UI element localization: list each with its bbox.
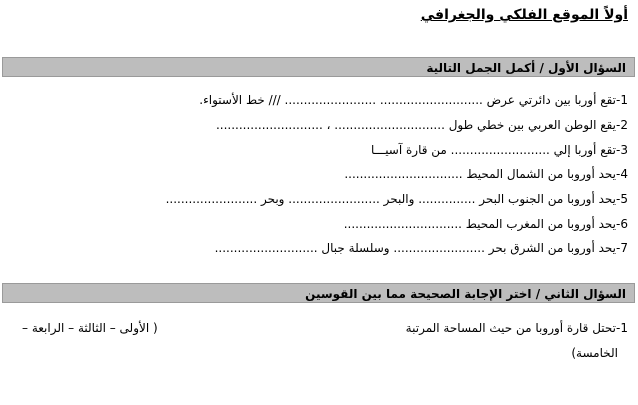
item-text: يحد أوروبا من الجنوب البحر ............... والبحر ........................ وبحر ........................ (165, 192, 617, 206)
item-text: يحد أوروبا من الشرق بحر ........................ وسلسلة جبال ........................... (214, 241, 617, 255)
item-text: تقع أوربا بين دائرتي عرض ........................... ........................ /// خط الأستواء. (199, 93, 617, 107)
item-number: 6- (616, 217, 628, 231)
item-number: 3- (616, 143, 628, 157)
item-number: 1- (616, 321, 628, 335)
item-number: 7- (616, 241, 628, 255)
question-2-header: السؤال الثاني / اختر الإجابة الصحيحة مما بين القوسين (2, 283, 635, 303)
q2-item-1-options-cont: الخامسة) (571, 346, 618, 360)
q1-item-3 (371, 142, 628, 158)
item-text: تقع أوربا إلي .......................... من قارة آسيـــا (370, 143, 617, 157)
item-number: 2- (616, 118, 628, 132)
q2-item-1 (406, 321, 628, 335)
q1-item-2 (216, 117, 628, 133)
q1-item-1 (199, 92, 628, 108)
item-number: 1- (616, 93, 628, 107)
item-number: 5- (616, 192, 628, 206)
q1-item-4 (344, 166, 628, 182)
question-1-header: السؤال الأول / أكمل الجمل التالية (2, 57, 635, 77)
item-number: 4- (616, 167, 628, 181)
item-text: يقع الوطن العربي بين خطي طول ............................. ، ............................ (215, 118, 617, 132)
item-text: يحد أوروبا من المغرب المحيط ............................... (343, 217, 617, 231)
q1-item-6 (344, 216, 628, 232)
item-text: يحد أوروبا من الشمال المحيط ............................... (344, 167, 617, 181)
q1-item-5 (166, 191, 628, 207)
page-title: أولاً الموقع الفلكي والجغرافي (420, 7, 628, 23)
q1-item-7 (215, 240, 628, 256)
item-text: تحتل قارة أوروبا من حيث المساحة المرتبة (405, 321, 617, 335)
q2-item-1-options: ( الأولى – الثالثة – الرابعة – (22, 321, 158, 335)
